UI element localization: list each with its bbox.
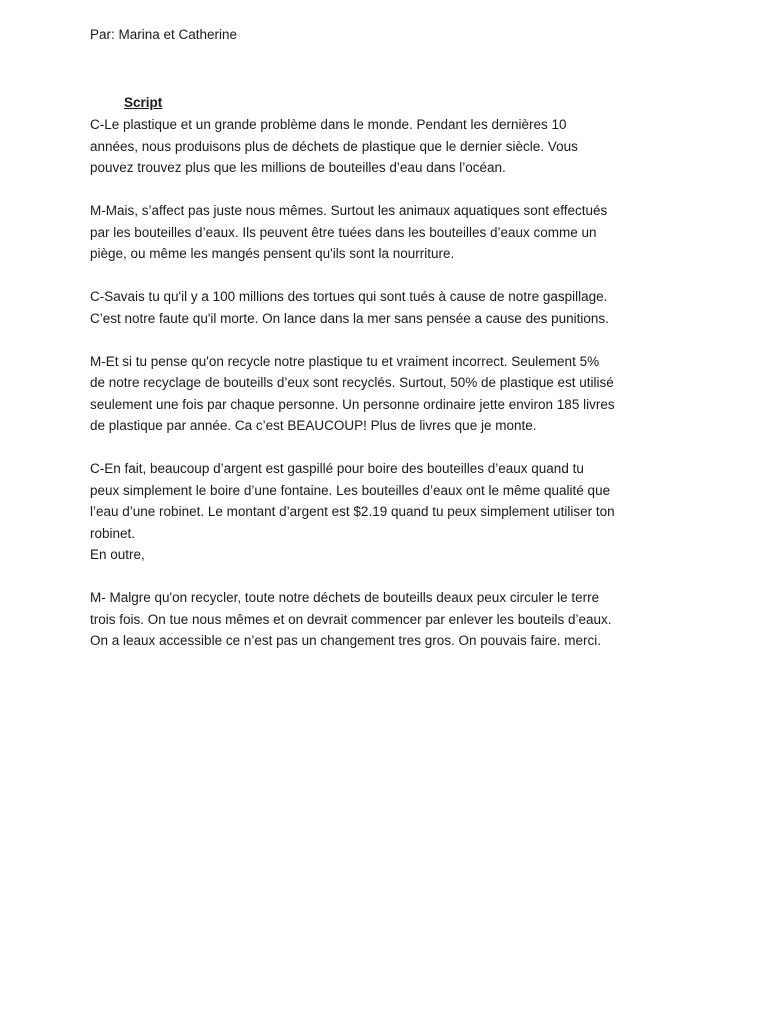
paragraph-3	[90, 286, 690, 329]
paragraph-1	[90, 114, 690, 179]
text-line: robinet.	[90, 525, 136, 541]
text-line: de plastique par année. Ca c’est BEAUCOUP! Plus de livres que je monte.	[90, 418, 537, 433]
text-line: On a leaux accessible ce n’est pas un changement tres gros. On pouvais faire. merci.	[90, 633, 602, 648]
script-body	[90, 114, 690, 673]
text-line: de notre recyclage de bouteills d’eux sont recyclés. Surtout, 50% de plastique est utilisé	[90, 375, 614, 390]
text-line: C-En fait, beaucoup d’argent est gaspillé pour boire des bouteilles d’eaux quand tu	[90, 461, 584, 476]
text-line: seulement une fois par chaque personne. Un personne ordinaire jette environ 185 livres	[90, 396, 615, 412]
text-line: peux simplement le boire d’une fontaine. Les bouteilles d’eaux ont le même qualité que	[90, 482, 611, 498]
paragraph-2	[90, 200, 690, 265]
text-line: En outre,	[90, 547, 145, 562]
paragraph-6	[90, 587, 690, 652]
text-line: C-Savais tu qu'il y a 100 millions des tortues qui sont tués à cause de notre gaspillage.	[90, 289, 608, 304]
text-line: par les bouteilles d’eaux. Ils peuvent être tuées dans les bouteilles d’eaux comme un	[90, 224, 597, 240]
byline: Par: Marina et Catherine	[90, 27, 238, 42]
text-line: C-Le plastique et un grande problème dans le monde. Pendant les dernières 10	[90, 117, 567, 132]
paragraph-4	[90, 351, 690, 437]
paragraph-5	[90, 458, 690, 566]
text-line: C’est notre faute qu'il morte. On lance dans la mer sans pensée a cause des punitions.	[90, 310, 609, 326]
text-line: trois fois. On tue nous mêmes et on devrait commencer par enlever les bouteils d’eaux.	[90, 611, 612, 627]
text-line: M-Mais, s’affect pas juste nous mêmes. Surtout les animaux aquatiques sont effectués	[90, 203, 608, 218]
text-line: piège, ou même les mangés pensent qu'ils sont la nourriture.	[90, 246, 455, 261]
text-line: M-Et si tu pense qu'on recycle notre plastique tu et vraiment incorrect. Seulement 5%	[90, 353, 600, 369]
text-line: années, nous produisons plus de déchets de plastique que le dernier siècle. Vous	[90, 138, 578, 154]
text-line: l’eau d’une robinet. Le montant d’argent est $2.19 quand tu peux simplement utiliser ton	[90, 504, 615, 519]
text-line: M- Malgre qu'on recycler, toute notre déchets de bouteills deaux peux circuler le terre	[90, 590, 600, 605]
text-line: pouvez trouvez plus que les millions de bouteilles d’eau dans l’océan.	[90, 160, 506, 175]
document-title: Script	[124, 95, 163, 110]
